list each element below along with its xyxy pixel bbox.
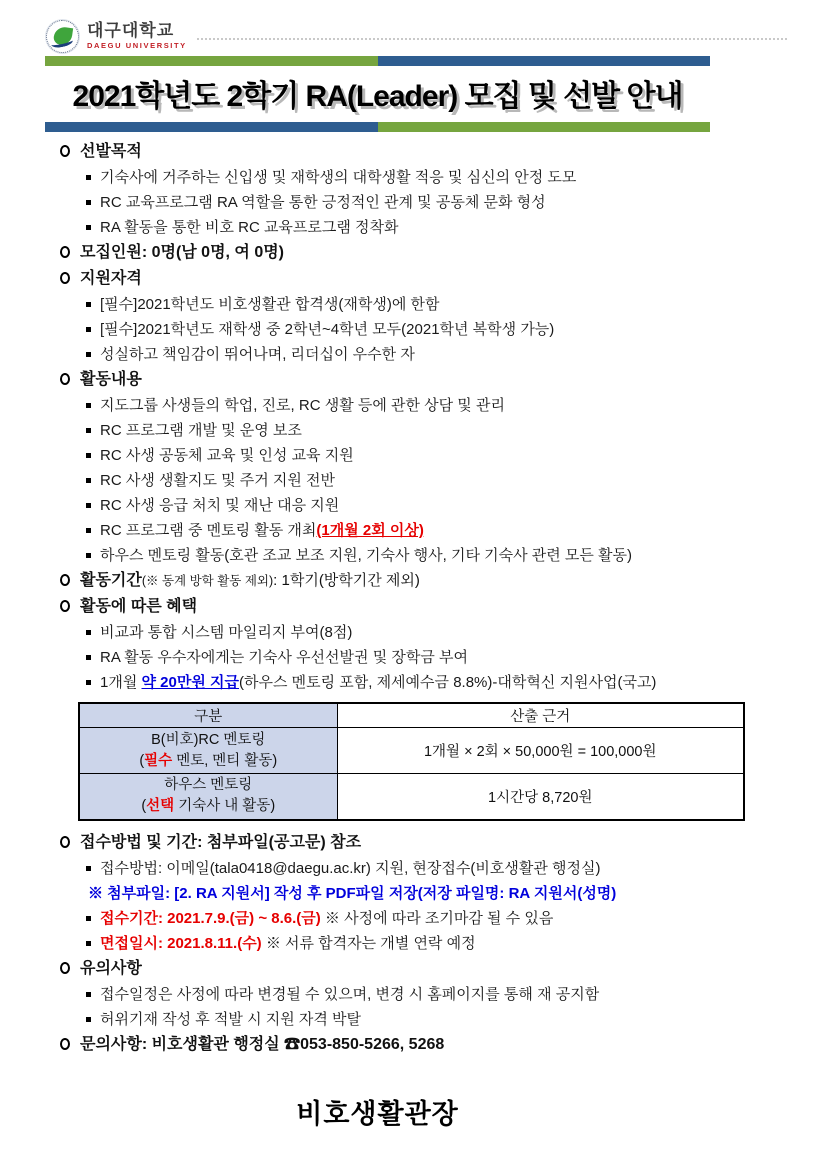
bullet-item: [48, 443, 797, 468]
basis-cell: 1시간당 8,720원: [337, 774, 744, 820]
daegu-university-logo-icon: [46, 20, 79, 53]
top-accent-bar: [45, 56, 710, 66]
section-heading-benefits: [48, 594, 797, 620]
category-line1: 하우스 멘토링: [164, 777, 253, 794]
bullet-text: 성실하고 책임감이 뛰어나며, 리더십이 우수한 자: [100, 346, 415, 363]
square-bullet-icon: [86, 680, 91, 685]
category-line2: (필수 멘토, 멘티 활동): [139, 752, 278, 769]
square-bullet-icon: [86, 175, 91, 180]
table-row: [79, 774, 744, 820]
bullet-item: [48, 418, 797, 443]
circle-bullet-icon: [60, 373, 70, 385]
category-cell: [79, 774, 337, 820]
bullet-item: [48, 543, 797, 568]
bullet-text: RC 사생 공동체 교육 및 인성 교육 지원: [100, 447, 354, 464]
bar-segment-green: [378, 122, 711, 132]
bullet-text: 기숙사에 거주하는 신입생 및 재학생의 대학생활 적응 및 심신의 안정 도모: [100, 169, 577, 186]
bullet-item-apply-period: [48, 906, 797, 931]
square-bullet-icon: [86, 655, 91, 660]
column-header-category: 구분: [79, 703, 337, 728]
section-heading-eligibility: [48, 266, 797, 292]
heading-text: 활동에 따른 혜택: [80, 598, 198, 615]
section-heading-quota: [48, 240, 797, 266]
bullet-text: RC 사생 생활지도 및 주거 지원 전반: [100, 472, 336, 489]
square-bullet-icon: [86, 403, 91, 408]
square-bullet-icon: [86, 352, 91, 357]
bullet-text: 접수일정은 사정에 따라 변경될 수 있으며, 변경 시 홈페이지를 통해 재 공지함: [100, 985, 600, 1003]
bullet-item: [48, 292, 797, 317]
bottom-accent-bar: [45, 122, 710, 132]
heading-rest: : 1학기(방학기간 제외): [273, 572, 420, 589]
section-heading-caution: [48, 956, 797, 982]
bullet-text: ※ 서류 합격자는 개별 연락 예정: [261, 934, 476, 952]
circle-bullet-icon: [60, 272, 70, 284]
section-heading-contact: [48, 1032, 797, 1058]
heading-text: 활동내용: [80, 371, 142, 388]
bullet-item-interview-date: [48, 931, 797, 956]
payment-calculation-table: [78, 702, 745, 821]
university-name-en: DAEGU UNIVERSITY: [87, 41, 187, 51]
heading-text: 모집인원: 0명(남 0명, 여 0명): [80, 244, 285, 261]
bullet-text: RC 사생 응급 처치 및 재난 대응 지원: [100, 497, 340, 514]
bullet-text: 허위기재 작성 후 적발 시 지원 자격 박탈: [100, 1010, 362, 1028]
square-bullet-icon: [86, 225, 91, 230]
bar-segment-blue: [45, 122, 378, 132]
section-heading-period: [48, 568, 797, 594]
interview-red-text: 면접일시: 2021.8.11.(수): [100, 934, 262, 952]
heading-text: 활동기간: [80, 572, 142, 589]
square-bullet-icon: [86, 327, 91, 332]
circle-bullet-icon: [60, 145, 70, 157]
bullet-item: [48, 493, 797, 518]
square-bullet-icon: [86, 503, 91, 508]
heading-text: 선발목적: [80, 143, 142, 160]
square-bullet-icon: [86, 428, 91, 433]
category-line1: B(비호)RC 멘토링: [151, 731, 266, 748]
bullet-item-apply-method: [48, 856, 797, 881]
category-line2: (선택 기숙사 내 활동): [141, 798, 276, 815]
square-bullet-icon: [86, 453, 91, 458]
circle-bullet-icon: [60, 962, 70, 974]
bar-segment-blue: [378, 56, 711, 66]
heading-note-small: (※ 동계 방학 활동 제외): [141, 574, 274, 588]
bullet-text: RC 프로그램 중 멘토링 활동 개최: [100, 522, 317, 539]
highlight-red-underline: (1개월 2회 이상): [316, 522, 424, 539]
university-name-ko: 대구대학교: [87, 21, 175, 41]
bullet-item: [48, 165, 797, 190]
bullet-item: [48, 620, 797, 645]
heading-text: 접수방법 및 기간: 첨부파일(공고문) 참조: [80, 833, 362, 851]
dotted-divider: [197, 38, 787, 40]
optional-label: 선택: [146, 798, 175, 815]
bullet-text: (하우스 멘토링 포함, 제세예수금 8.8%)-대학혁신 지원사업(국고): [238, 674, 657, 691]
bullet-text: 접수방법: 이메일(tala0418@daegu.ac.kr) 지원, 현장접수(비호생활관 행정실): [100, 859, 601, 877]
bullet-item: [48, 1007, 797, 1032]
bullet-item: [48, 393, 797, 418]
square-bullet-icon: [86, 1017, 91, 1022]
bullet-text: 1개월: [100, 674, 142, 691]
section-heading-application: [48, 830, 797, 856]
header-logo-row: [0, 0, 827, 56]
bullet-text: 지도그룹 사생들의 학업, 진로, RC 생활 등에 관한 상담 및 관리: [100, 397, 505, 414]
bullet-item: [48, 982, 797, 1007]
bullet-item-mentoring: [48, 518, 797, 543]
heading-text: 지원자격: [80, 270, 142, 287]
bullet-text: [필수]2021학년도 비호생활관 합격생(재학생)에 한함: [100, 296, 440, 313]
square-bullet-icon: [86, 478, 91, 483]
bullet-text: RC 교육프로그램 RA 역할을 통한 긍정적인 관계 및 공동체 문화 형성: [100, 194, 546, 211]
square-bullet-icon: [86, 992, 91, 997]
square-bullet-icon: [86, 866, 91, 871]
square-bullet-icon: [86, 916, 91, 921]
heading-text: 문의사항: 비호생활관 행정실 ☎053-850-5266, 5268: [80, 1035, 445, 1053]
bullet-item: [48, 215, 797, 240]
highlight-blue-underline: 약 20만원 지급: [141, 674, 239, 691]
bullet-text: RA 활동 우수자에게는 기숙사 우선선발권 및 장학금 부여: [100, 649, 468, 666]
square-bullet-icon: [86, 553, 91, 558]
bullet-text: RC 프로그램 개발 및 운영 보조: [100, 422, 302, 439]
bullet-item-payment: [48, 670, 797, 695]
bullet-item: [48, 342, 797, 367]
document-body: [0, 132, 827, 1058]
bullet-item: [48, 190, 797, 215]
bar-segment-green: [45, 56, 378, 66]
note-blue-text: ※ 첨부파일: [2. RA 지원서] 작성 후 PDF파일 저장(저장 파일명: RA 지원서(성명): [88, 884, 617, 902]
circle-bullet-icon: [60, 1038, 70, 1050]
bullet-text: [필수]2021학년도 재학생 중 2학년~4학년 모두(2021학년 복학생 가능): [100, 321, 555, 338]
required-label: 필수: [144, 752, 173, 769]
heading-text: 유의사항: [80, 959, 142, 977]
bullet-text: ※ 사정에 따라 조기마감 될 수 있음: [320, 909, 554, 927]
circle-bullet-icon: [60, 574, 70, 586]
section-heading-activities: [48, 367, 797, 393]
circle-bullet-icon: [60, 246, 70, 258]
circle-bullet-icon: [60, 836, 70, 848]
square-bullet-icon: [86, 941, 91, 946]
table-header-row: [79, 703, 744, 728]
signature-text: 비호생활관장: [296, 1098, 459, 1129]
square-bullet-icon: [86, 302, 91, 307]
logo-text: [87, 22, 187, 50]
square-bullet-icon: [86, 528, 91, 533]
circle-bullet-icon: [60, 600, 70, 612]
bullet-item: [48, 468, 797, 493]
table-row: [79, 728, 744, 774]
bullet-item: [48, 645, 797, 670]
column-header-basis: 산출 근거: [337, 703, 744, 728]
bullet-text: 비교과 통합 시스템 마일리지 부여(8점): [100, 624, 353, 641]
note-attachment: [48, 881, 797, 906]
title-banner: [45, 56, 710, 132]
section-heading-purpose: [48, 139, 797, 165]
page-title: 2021학년도 2학기 RA(Leader) 모집 및 선발 안내: [72, 80, 683, 113]
deadline-red-text: 접수기간: 2021.7.9.(금) ~ 8.6.(금): [100, 909, 321, 927]
bullet-text: 하우스 멘토링 활동(호관 조교 보조 지원, 기숙사 행사, 기타 기숙사 관련 모든 활동): [100, 547, 633, 564]
basis-cell: 1개월 × 2회 × 50,000원 = 100,000원: [337, 728, 744, 774]
square-bullet-icon: [86, 630, 91, 635]
category-cell: [79, 728, 337, 774]
bullet-item: [48, 317, 797, 342]
bullet-text: RA 활동을 통한 비호 RC 교육프로그램 정착화: [100, 219, 399, 236]
signature-block: [45, 1092, 710, 1131]
square-bullet-icon: [86, 200, 91, 205]
